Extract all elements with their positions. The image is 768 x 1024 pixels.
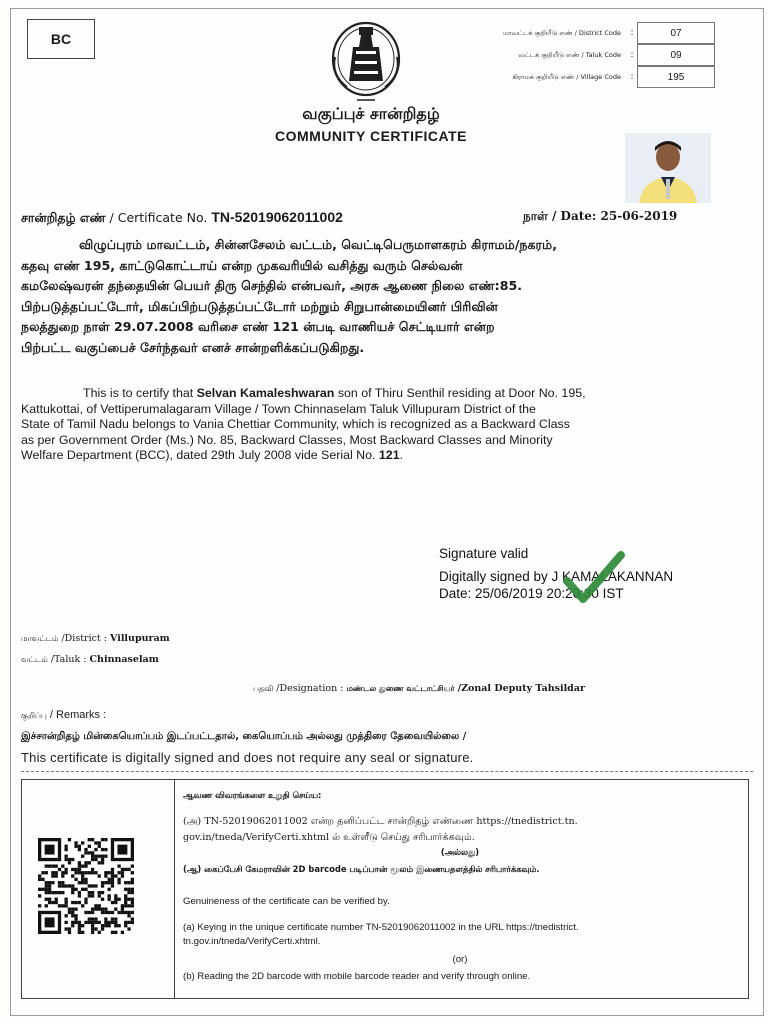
- verification-heading: Genuineness of the certificate can be verified by.: [183, 896, 390, 907]
- code-table: [463, 22, 723, 88]
- verification-or-tamil: (அல்லது): [440, 847, 480, 857]
- body-tamil-line: கதவு எண் 195, காட்டுகொட்டாய் என்ற முகவரியில் வசித்து வரும் செல்வன்: [21, 257, 463, 273]
- signature-valid-check-icon: [559, 547, 629, 607]
- designation-value-tamil: மண்டல துணை வட்டாட்சியர்: [346, 684, 455, 693]
- applicant-photo: [625, 133, 711, 203]
- body-english: [21, 386, 735, 464]
- district-label: /District :: [61, 633, 107, 644]
- district-value: Villupuram: [110, 633, 170, 644]
- district-code-value: 07: [637, 22, 715, 44]
- qr-code[interactable]: [38, 838, 134, 934]
- body-tamil-line: விழுப்புரம் மாவட்டம், சின்னசேலம் வட்டம், வெட்டிபெருமாளகரம் கிராமம்/நகரம்,: [79, 237, 557, 252]
- body-english-line: State of Tamil Nadu belongs to Vania Chettiar Community, which is recognized as a Backward Class: [21, 417, 570, 432]
- verification-or: (or): [452, 954, 468, 965]
- title-english: COMMUNITY CERTIFICATE: [275, 128, 467, 144]
- body-english-line: as per Government Order (Ms.) No. 85, Backward Classes, Most Backward Classes and Minority: [21, 432, 553, 447]
- digitally-signed-note: This certificate is digitally signed and does not require any seal or signature.: [21, 750, 474, 765]
- taluk-value: Chinnaselam: [89, 654, 159, 665]
- taluk-code-row: வட்டக் குறியீடு எண் / Taluk Code : 09: [463, 44, 723, 66]
- certificate-page: [10, 8, 764, 1016]
- body-text: son of Thiru Senthil residing at Door No. 195,: [334, 386, 586, 400]
- village-code-label: கிராமக் குறியீடு எண் / Village Code: [512, 72, 621, 81]
- district-code-label: மாவட்டக் குறியீடு எண் / District Code: [503, 28, 621, 37]
- body-english-line: Kattukottai, of Vettiperumalagaram Village / Town Chinnaselam Taluk Villupuram District of the: [21, 401, 536, 416]
- body-english-line: [21, 448, 735, 464]
- title-tamil: வகுப்புச் சான்றிதழ்: [302, 104, 440, 123]
- verification-box: [21, 779, 749, 999]
- signature-status: Signature valid: [439, 546, 529, 561]
- district-label-tamil: மாவட்டம்: [21, 634, 59, 643]
- certificate-number-label: / Certificate No.: [109, 210, 208, 225]
- verification-option-a-cont: tn.gov.in/tneda/VerifyCerti.xhtml.: [183, 936, 321, 947]
- district-line: [21, 633, 170, 644]
- applicant-name: Selvan Kamaleshwaran: [196, 386, 335, 400]
- remarks-label: / Remarks :: [49, 709, 107, 721]
- taluk-label: /Taluk :: [50, 654, 87, 665]
- certificate-number: TN-52019062011002: [211, 209, 343, 225]
- body-text: .: [399, 448, 404, 463]
- verification-text: [174, 780, 745, 998]
- body-text: This is to certify that: [83, 386, 197, 400]
- digital-signature: [439, 545, 673, 602]
- village-code-row: கிராமக் குறியீடு எண் / Village Code : 195: [463, 66, 723, 88]
- date-label: நாள் / Date:: [523, 209, 597, 223]
- verification-option-b-tamil: (ஆ) கைப்பேசி கேமராவின் 2D barcode படிப்பான் மூலம் இணையதளத்தில் சரிபார்க்கவும்.: [183, 864, 540, 874]
- certificate-number-row: [21, 209, 343, 227]
- certificate-date-row: [523, 209, 677, 225]
- designation-label: /Designation :: [276, 683, 344, 694]
- village-code-value: 195: [637, 66, 715, 88]
- divider: [21, 771, 753, 772]
- tamil-nadu-emblem-icon: [317, 17, 415, 107]
- digitally-signed-note-tamil: இச்சான்றிதழ் மின்கையொப்பம் இடப்பட்டதால், கையொப்பம் அல்லது முத்திரை தேவையில்லை /: [21, 731, 467, 742]
- body-tamil-line: பிற்பட்ட வகுப்பைச் சேர்ந்தவர் எனச் சான்றளிக்கப்படுகிறது.: [21, 339, 365, 355]
- verification-option-b: (b) Reading the 2D barcode with mobile barcode reader and verify through online.: [183, 971, 531, 982]
- body-tamil-line: பிற்படுத்தப்பட்டோர், மிகப்பிற்படுத்தப்பட்டோர் மற்றும் சிறுபான்மையினர் பிரிவின்: [21, 298, 498, 314]
- taluk-label-tamil: வட்டம்: [21, 655, 48, 664]
- taluk-code-value: 09: [637, 44, 715, 66]
- body-text: Welfare Department (BCC), dated 29th July 2008 vide Serial No.: [21, 448, 379, 463]
- signature-date: Date: 25/06/2019 20:20:30 IST: [439, 586, 624, 601]
- body-english-line: [21, 386, 735, 402]
- verification-option-a-tamil: (அ) TN-52019062011002 என்ற தனிப்பட்ட சான்றிதழ் எண்ணை https://tnedistrict.tn.: [183, 816, 578, 827]
- verification-option-a: (a) Keying in the unique certificate number TN-52019062011002 in the URL https://tnedistrict.: [183, 922, 579, 933]
- district-code-row: மாவட்டக் குறியீடு எண் / District Code : 07: [463, 22, 723, 44]
- body-tamil-line: நலத்துறை நாள் 29.07.2008 வரிசை எண் 121 ன்படி வாணியச் செட்டியார் என்ற: [21, 319, 495, 335]
- certificate-number-label-tamil: சான்றிதழ் எண்: [21, 210, 106, 225]
- body-tamil: [21, 235, 733, 359]
- designation-label-tamil: பதவி: [253, 684, 274, 693]
- signature-signed-by: Digitally signed by J KAMALAKANNAN: [439, 569, 674, 584]
- serial-number: 121: [378, 448, 400, 463]
- body-tamil-line: கமலேஷ்வரன் தந்தையின் பெயர் திரு செந்தில் என்பவர், அரசு ஆணை நிலை எண்:85.: [21, 278, 523, 294]
- designation-value: /Zonal Deputy Tahsildar: [457, 683, 585, 694]
- taluk-line: [21, 654, 159, 665]
- verification-heading-tamil: ஆவண விவரங்களை உறுதி செய்ய:: [183, 790, 322, 800]
- designation-line: [253, 683, 585, 694]
- certificate-date: 25-06-2019: [600, 209, 678, 223]
- remarks-line: [21, 709, 106, 721]
- remarks-label-tamil: குறிப்பு: [21, 711, 47, 720]
- verification-option-a-tamil-cont: gov.in/tneda/VerifyCerti.xhtml ல் உள்ளீடு செய்து சரிபார்க்கவும்.: [183, 832, 475, 843]
- taluk-code-label: வட்டக் குறியீடு எண் / Taluk Code: [518, 50, 621, 59]
- category-code-box: BC: [27, 19, 95, 59]
